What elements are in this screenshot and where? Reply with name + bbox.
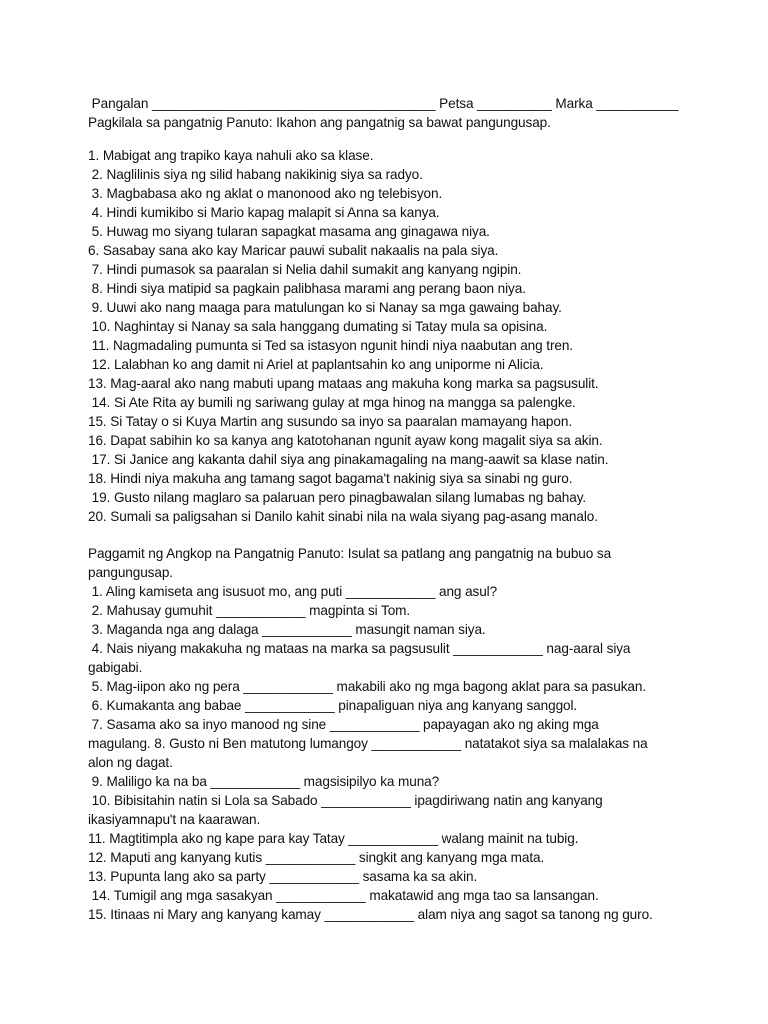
section1-item: 13. Mag-aaral ako nang mabuti upang mataas ang makuha kong marka sa pagsusulit. [88, 376, 599, 391]
section1-item: 15. Si Tatay o si Kuya Martin ang susundo sa inyo sa paaralan mamayang hapon. [88, 414, 572, 429]
section1-item: 5. Huwag mo siyang tularan sapagkat masama ang ginagawa niya. [88, 224, 490, 239]
section1-item: 11. Nagmadaling pumunta si Ted sa istasyon ngunit hindi niya naabutan ang tren. [88, 338, 573, 353]
section2-item-line: 13. Pupunta lang ako sa party ____________ sasama ka sa akin. [88, 869, 478, 884]
section1-item: 1. Mabigat ang trapiko kaya nahuli ako sa klase. [88, 148, 374, 163]
section2-item-line: 2. Mahusay gumuhit ____________ magpinta si Tom. [88, 603, 411, 618]
section2-item-line: 12. Maputi ang kanyang kutis ____________ singkit ang kanyang mga mata. [88, 850, 545, 865]
section1-item: 20. Sumali sa paligsahan si Danilo kahit sinabi nila na wala siyang pag-asang manalo. [88, 509, 598, 524]
section1-item: 8. Hindi siya matipid sa pagkain palibhasa marami ang perang baon niya. [88, 281, 526, 296]
section2-item-line: 5. Mag-iipon ako ng pera ____________ makabili ako ng mga bagong aklat para sa pasukan. [88, 679, 647, 694]
section2-item-line: 1. Aling kamiseta ang isusuot mo, ang puti ____________ ang asul? [88, 584, 498, 599]
section2-item-line: 4. Nais niyang makakuha ng mataas na marka sa pagsusulit ____________ nag-aaral siya [88, 641, 631, 656]
header-fields-line: Pangalan ______________________________________ Petsa __________ Marka ___________ [88, 96, 679, 111]
section1-item: 17. Si Janice ang kakanta dahil siya ang pinakamagaling na mang-aawit sa klase natin. [88, 452, 609, 467]
section1-item: 19. Gusto nilang maglaro sa palaruan pero pinagbawalan silang lumabas ng bahay. [88, 490, 587, 505]
section1-item: 4. Hindi kumikibo si Mario kapag malapit si Anna sa kanya. [88, 205, 440, 220]
section2-item-line: 10. Bibisitahin natin si Lola sa Sabado ____________ ipagdiriwang natin ang kanyang [88, 793, 603, 808]
section1-item: 16. Dapat sabihin ko sa kanya ang katotohanan ngunit ayaw kong magalit siya sa akin. [88, 433, 603, 448]
section2-item-line: magulang. 8. Gusto ni Ben matutong lumangoy ____________ natatakot siya sa malalakas na [88, 736, 648, 751]
section1-item: 18. Hindi niya makuha ang tamang sagot bagama't nakinig siya sa sinabi ng guro. [88, 471, 573, 486]
section2-item-line: 9. Maliligo ka na ba ____________ magsisipilyo ka muna? [88, 774, 440, 789]
section1-item: 14. Si Ate Rita ay bumili ng sariwang gulay at mga hinog na mangga sa palengke. [88, 395, 576, 410]
section2-item-line: gabigabi. [88, 660, 143, 675]
section1-item: 12. Lalabhan ko ang damit ni Ariel at paplantsahin ko ang uniporme ni Alicia. [88, 357, 544, 372]
section2-title-line: pangungusap. [88, 565, 173, 580]
section1-item: 7. Hindi pumasok sa paaralan si Nelia dahil sumakit ang kanyang ngipin. [88, 262, 522, 277]
section2-title-line: Paggamit ng Angkop na Pangatnig Panuto: Isulat sa patlang ang pangatnig na bubuo sa [88, 546, 612, 561]
section2-item-line: ikasiyamnapu't na kaarawan. [88, 812, 261, 827]
section1-item: 9. Uuwi ako nang maaga para matulungan ko si Nanay sa mga gawaing bahay. [88, 300, 562, 315]
section2-item-line: alon ng dagat. [88, 755, 173, 770]
section2-item-line: 7. Sasama ako sa inyo manood ng sine ____________ papayagan ako ng aking mga [88, 717, 599, 732]
section1-item: 3. Magbabasa ako ng aklat o manonood ako ng telebisyon. [88, 186, 443, 201]
section1-title: Pagkilala sa pangatnig Panuto: Ikahon ang pangatnig sa bawat pangungusap. [88, 115, 551, 130]
section2-item-line: 3. Maganda nga ang dalaga ____________ masungit naman siya. [88, 622, 486, 637]
section2-item-line: 14. Tumigil ang mga sasakyan ____________ makatawid ang mga tao sa lansangan. [88, 888, 599, 903]
section1-item: 6. Sasabay sana ako kay Maricar pauwi subalit nakaalis na pala siya. [88, 243, 499, 258]
section2-item-line: 6. Kumakanta ang babae ____________ pinapaliguan niya ang kanyang sanggol. [88, 698, 578, 713]
section1-item: 10. Naghintay si Nanay sa sala hanggang dumating si Tatay mula sa opisina. [88, 319, 548, 334]
section2-item-line: 15. Itinaas ni Mary ang kanyang kamay ____________ alam niya ang sagot sa tanong ng guro. [88, 907, 653, 922]
section1-item: 2. Naglilinis siya ng silid habang nakikinig siya sa radyo. [88, 167, 423, 182]
section2-item-line: 11. Magtitimpla ako ng kape para kay Tatay ____________ walang mainit na tubig. [88, 831, 579, 846]
